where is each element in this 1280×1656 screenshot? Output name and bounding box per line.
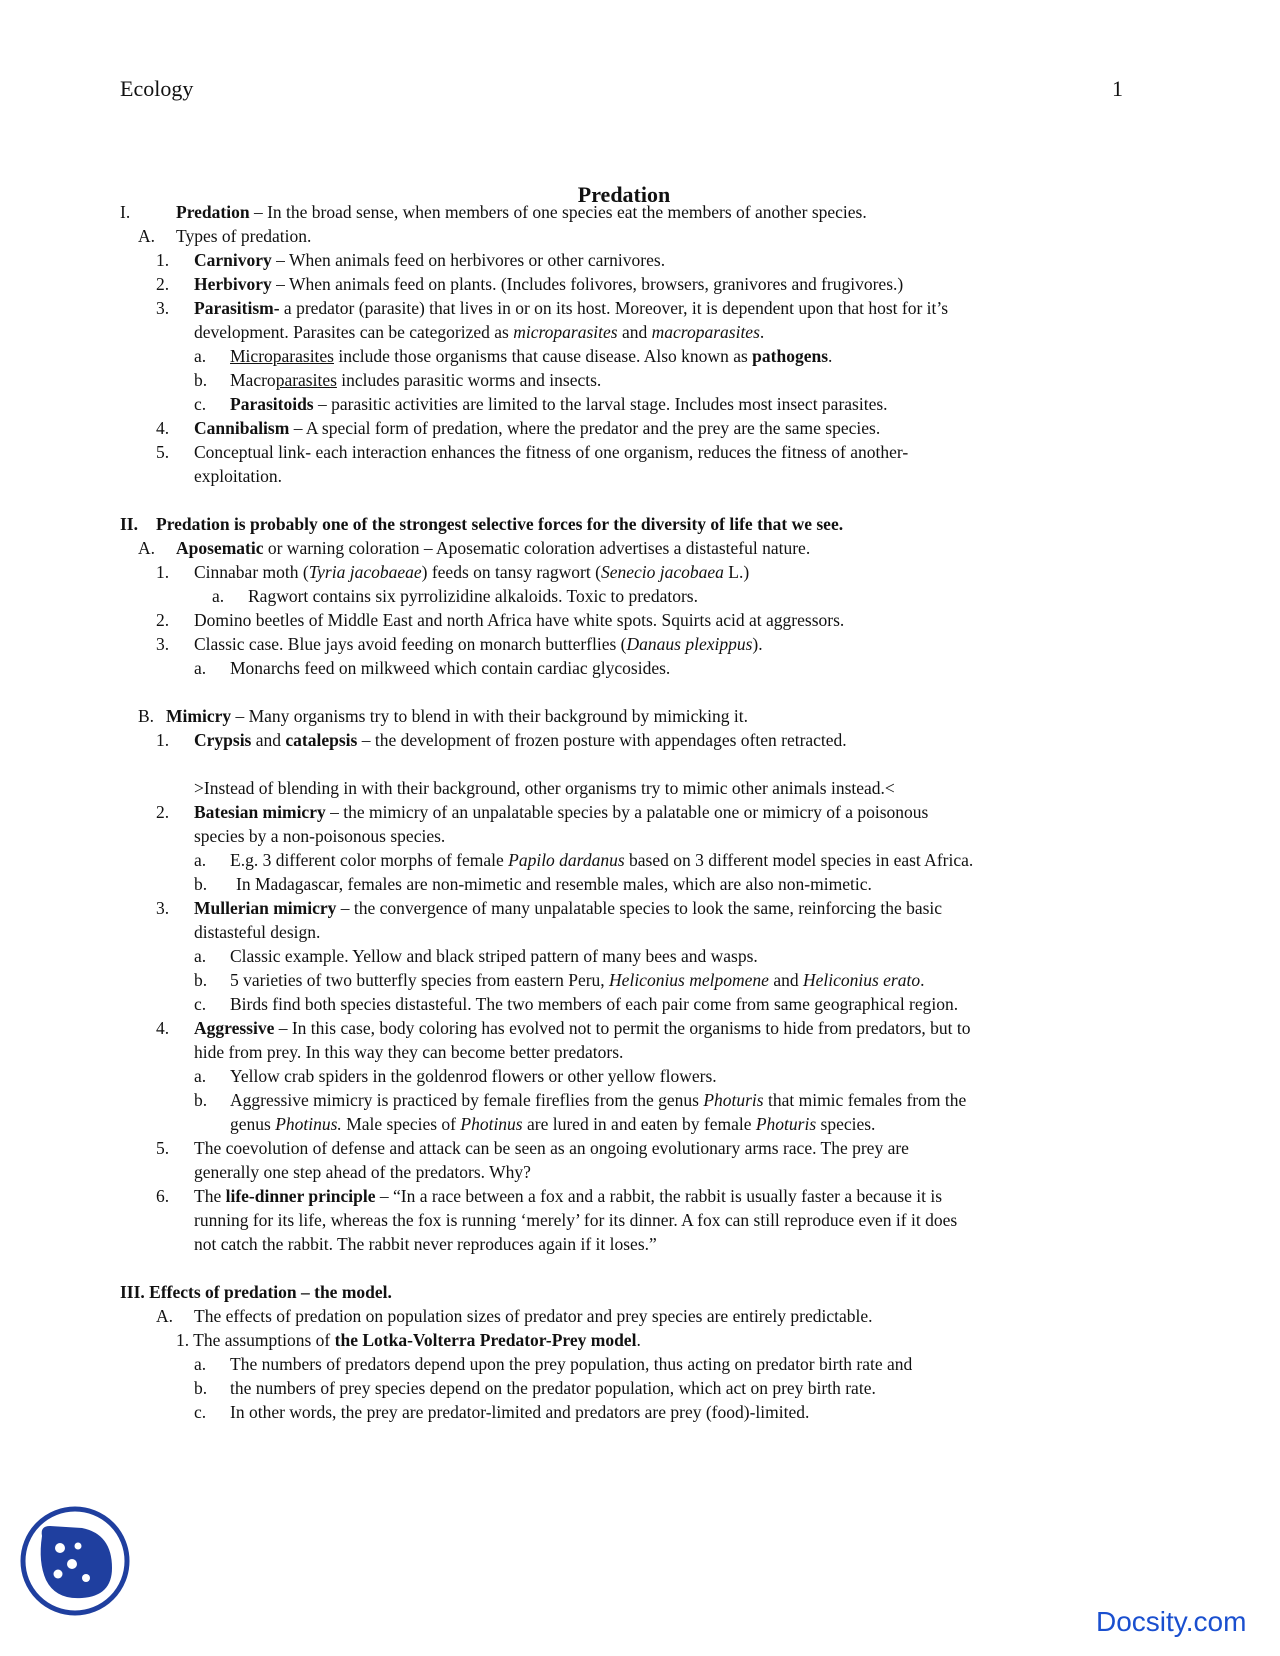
note-text: >Instead of blending in with their background, other organisms try to mimic other animals instead.<: [194, 778, 895, 798]
docsity-logo-icon: [20, 1506, 130, 1616]
page-title: Predation: [577, 182, 671, 207]
docsity-brand-link[interactable]: Docsity.com: [1096, 1606, 1247, 1637]
section-heading: III. Effects of predation – the model.: [120, 1282, 392, 1302]
list-item-continuation: genus Photinus. Male species of Photinus are lured in and eaten by female Photuris species.: [230, 1114, 876, 1134]
list-item-continuation: running for its life, whereas the fox is running ‘merely’ for its dinner. A fox can still reproduce even if it does: [194, 1210, 958, 1230]
list-item-continuation: distasteful design.: [194, 922, 321, 942]
list-item-continuation: not catch the rabbit. The rabbit never reproduces again if it loses.”: [194, 1234, 657, 1254]
list-item-continuation: hide from prey. In this way they can become better predators.: [194, 1042, 624, 1062]
list-item-continuation: development. Parasites can be categorized as microparasites and macroparasites.: [194, 322, 765, 342]
list-item-continuation: species by a non-poisonous species.: [194, 826, 446, 846]
list-item-continuation: generally one step ahead of the predators. Why?: [194, 1162, 531, 1182]
page-number: 1: [1112, 76, 1123, 101]
running-header: Ecology: [120, 76, 194, 101]
list-item: 1. The assumptions of the Lotka-Volterra Predator-Prey model.: [176, 1330, 641, 1350]
list-item-continuation: exploitation.: [194, 466, 282, 486]
